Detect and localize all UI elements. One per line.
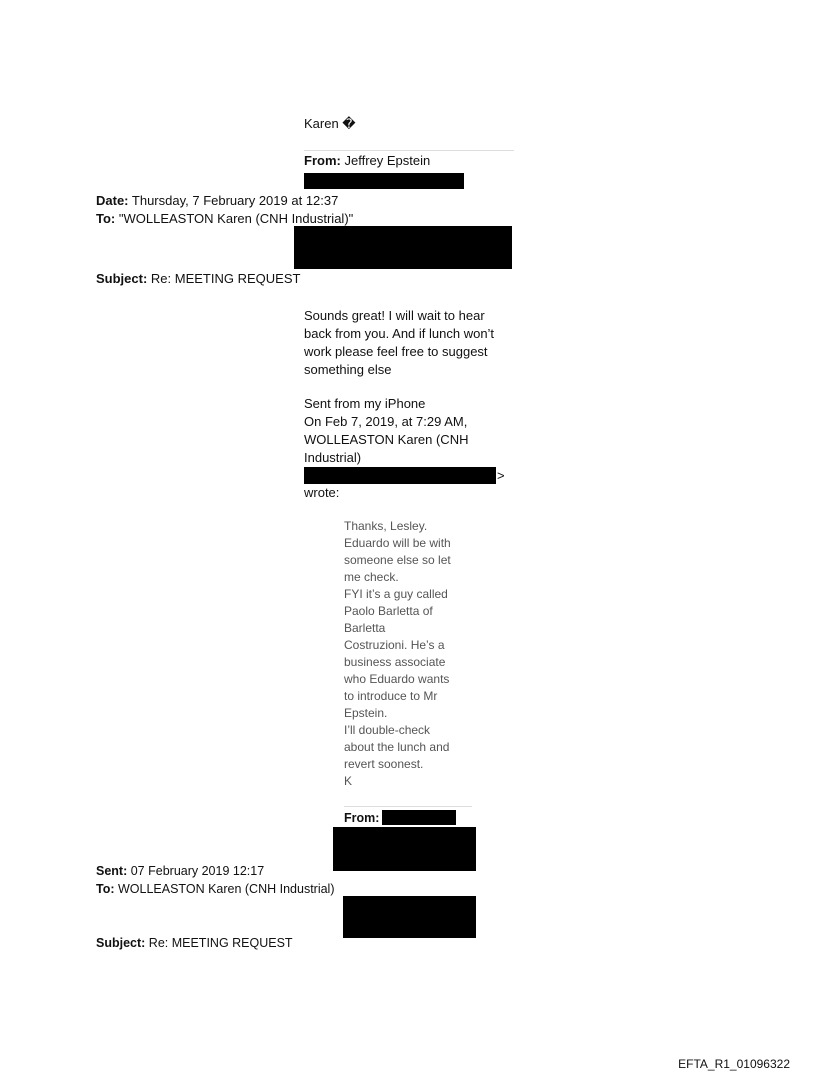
signoff-text: Karen �: [304, 116, 356, 131]
to-value: WOLLEASTON Karen (CNH Industrial): [118, 882, 335, 896]
wrote-text: wrote:: [304, 485, 340, 500]
on-line: WOLLEASTON Karen (CNH: [304, 432, 469, 447]
quoted-line: about the lunch and: [344, 740, 450, 754]
redaction-block: [294, 226, 512, 269]
quoted-line: I’ll double-check: [344, 723, 431, 737]
quoted-line: business associate: [344, 655, 446, 669]
quoted-line: FYI it’s a guy called: [344, 587, 448, 601]
redaction-block: [304, 467, 496, 484]
body-line: back from you. And if lunch won’t: [304, 326, 495, 341]
body-line: work please feel free to suggest: [304, 344, 488, 359]
message-body: [304, 307, 494, 379]
from-value: Jeffrey Epstein: [344, 153, 431, 168]
redaction-block: [304, 173, 464, 189]
to-label: To:: [96, 882, 115, 896]
sent-value: 07 February 2019 12:17: [130, 864, 265, 878]
redaction-block: [333, 827, 476, 871]
body-line: something else: [304, 362, 392, 377]
quoted-line: revert soonest.: [344, 757, 424, 771]
quoted-line: Eduardo will be with: [344, 536, 451, 550]
quoted-line: Thanks, Lesley.: [344, 519, 428, 533]
subject-value: Re: MEETING REQUEST: [148, 936, 293, 950]
to-line: [96, 881, 335, 898]
sent-line: [96, 863, 264, 880]
email-angle-close: >: [497, 468, 505, 483]
quoted-line: Epstein.: [344, 706, 388, 720]
subject-line: [96, 935, 293, 952]
quoted-line: someone else so let: [344, 553, 451, 567]
sent-label: Sent:: [96, 864, 128, 878]
date-line: [96, 192, 338, 210]
document-id: EFTA_R1_01096322: [678, 1057, 790, 1071]
redaction-block: [343, 896, 476, 938]
subject-label: Subject:: [96, 271, 148, 286]
quoted-line: me check.: [344, 570, 399, 584]
quoted-line: to introduce to Mr: [344, 689, 438, 703]
body-line: Sounds great! I will wait to hear: [304, 308, 485, 323]
quoted-line: Costruzioni. He’s a: [344, 638, 445, 652]
divider: [304, 150, 514, 151]
divider: [344, 806, 472, 807]
subject-line: [96, 270, 300, 288]
sent-from-line: Sent from my iPhone: [304, 396, 426, 411]
from-line: [304, 152, 430, 170]
reply-attribution: [304, 395, 468, 467]
quoted-message: [344, 518, 451, 790]
subject-value: Re: MEETING REQUEST: [150, 271, 301, 286]
quoted-line: K: [344, 774, 353, 788]
on-line: Industrial): [304, 450, 362, 465]
to-label: To:: [96, 211, 116, 226]
from-label: From:: [304, 153, 341, 168]
redaction-block: [382, 810, 456, 825]
quoted-line: Paolo Barletta of: [344, 604, 433, 618]
subject-label: Subject:: [96, 936, 146, 950]
quoted-from-label: From:: [344, 811, 380, 825]
quoted-line: who Eduardo wants: [344, 672, 450, 686]
to-value: "WOLLEASTON Karen (CNH Industrial)": [118, 211, 354, 226]
quoted-line: Barletta: [344, 621, 386, 635]
date-label: Date:: [96, 193, 129, 208]
date-value: Thursday, 7 February 2019 at 12:37: [131, 193, 339, 208]
on-line: On Feb 7, 2019, at 7:29 AM,: [304, 414, 468, 429]
